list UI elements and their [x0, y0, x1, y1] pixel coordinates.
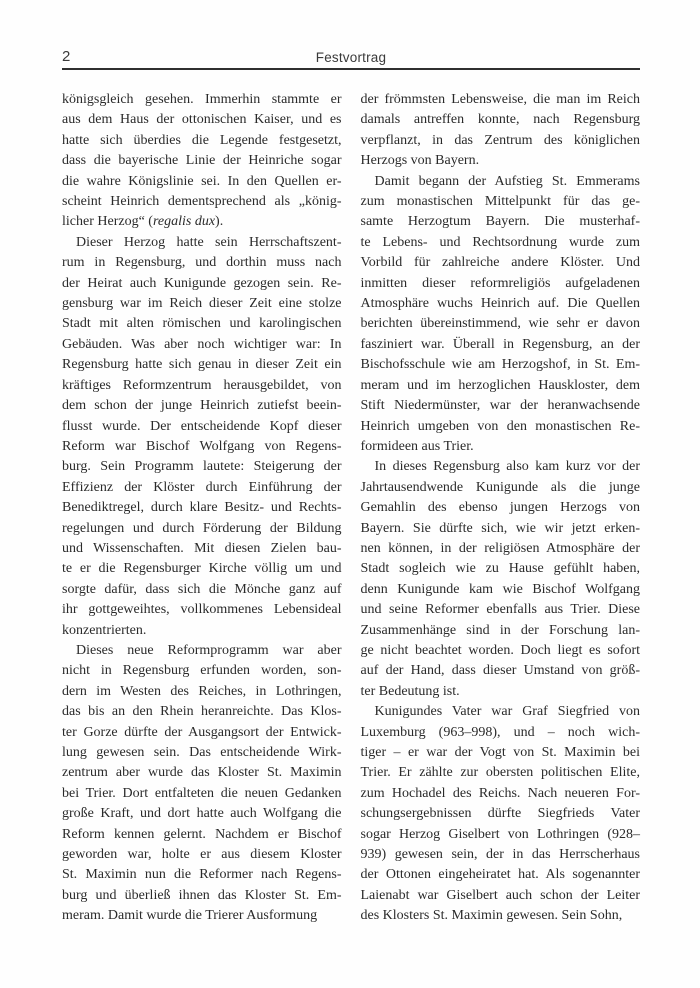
text-line: ihr gottgeweihtes, vollkommenes Lebensideal: [62, 602, 342, 618]
text-line: St. Maximin nun die Reformer nach Regens-: [62, 867, 342, 883]
paragraph: [361, 90, 641, 172]
text-column-right: [361, 90, 641, 927]
text-line: nen können, in der religiösen Atmosphäre der: [360, 540, 640, 556]
text-line: Regensburg hatte sich genau in dieser Zeit ein: [62, 357, 342, 373]
text-line: zum Hochadel des Reichs. Nach neueren For-: [360, 785, 640, 801]
text-line: Kunigundes Vater war Graf Siegfried von: [374, 704, 640, 720]
text-line: Gemahlin des ebenso jungen Herzogs von: [360, 500, 640, 516]
paragraph: [62, 641, 342, 927]
text-line: aus dem Haus der ottonischen Kaiser, und es: [62, 112, 342, 128]
text-line: ge nicht beachtet worden. Doch liegt es sofort: [360, 642, 640, 658]
text-line: Atmosphäre wuchs Heinrich auf. Die Quellen: [360, 296, 640, 312]
text-line: und Wissenschaften. Mit diesen Zielen bau-: [62, 540, 342, 556]
text-line: ter Bedeutung ist.: [360, 683, 460, 699]
text-line: fasziniert war. Überall in Regensburg, an der: [360, 336, 640, 352]
text-line: Stadt sogleich wie zu Hause gefühlt haben,: [360, 561, 640, 577]
text-line: und seine Reformer ebenfalls aus Trier. Diese: [360, 602, 640, 618]
running-head-title: Festvortrag: [315, 50, 387, 65]
text-line: Heinrich umgeben von den monastischen Re-: [360, 418, 640, 434]
text-line: bei Trier. Dort entfalteten die neuen Gedanken: [62, 785, 342, 801]
text-line: Gebäuden. Was aber noch wichtiger war: In: [62, 336, 342, 352]
text-line: Dieses neue Reformprogramm war aber: [76, 642, 342, 658]
text-line: Bischofsschule wie am Herzogshof, in St. Em-: [360, 357, 640, 373]
text-line: die wahre Königslinie sei. In den Quellen er-: [62, 173, 342, 189]
page-number: 2: [62, 48, 71, 65]
text-line: des Klosters St. Maximin gewesen. Sein Sohn,: [360, 908, 623, 924]
text-line: nicht in Regensburg erfunden worden, son-: [62, 663, 342, 679]
text-line: zentrum aber wurde das Kloster St. Maximin: [62, 765, 342, 781]
text-columns: [62, 90, 640, 927]
text-line: auf der Hand, dass dieser Umstand von größ-: [360, 663, 640, 679]
text-line: der Ottonen eingeheiratet hat. Als sogenannter: [360, 867, 640, 883]
text-line: das bis an den Rhein heranreichte. Das Klos-: [62, 704, 342, 720]
text-line: Dieser Herzog hatte sein Herrschaftszent-: [76, 234, 342, 250]
text-line: berichten übereinstimmend, wie sehr er davon: [360, 316, 640, 332]
text-line: formideen aus Trier.: [360, 438, 474, 454]
text-line: große Kraft, und dort hatte auch Wolfgang die: [62, 806, 342, 822]
text-line: Reform war Bischof Wolfgang von Regens-: [62, 438, 342, 454]
text-line: Vorbild für zahlreiche andere Klöster. Und: [360, 255, 640, 271]
text-line: geworden war, holte er aus diesem Kloster: [62, 847, 342, 863]
text-line: sorgte dafür, dass sich die Mönche ganz auf: [62, 581, 342, 597]
text-column-left: [62, 90, 342, 927]
text-line: gensburg war im Reich dieser Zeit eine stolze: [62, 296, 342, 312]
paragraph: [62, 90, 342, 233]
text-line: Benediktregel, durch klare Besitz- und Rechts-: [62, 500, 342, 516]
text-line: Reform kennen gelernt. Nachdem er Bischof: [62, 826, 342, 842]
text-line: kräftiges Reformzentrum herausgebildet, von: [62, 377, 342, 393]
text-line: scheint Heinrich dementsprechend als „könig-: [62, 194, 342, 210]
text-line: meram und im herzoglichen Hauskloster, dem: [360, 377, 640, 393]
text-line: lung gewesen sein. Das entscheidende Wirk-: [62, 745, 342, 760]
text-line: te Lebens- und Rechtsordnung wurde zum: [360, 234, 640, 250]
text-line: konzentrierten.: [62, 622, 147, 638]
text-line: damals antreffen konnte, nach Regensburg: [360, 112, 640, 128]
text-line: inmitten dieser reformreligiös aufgeladenen: [360, 275, 640, 291]
text-line: der frömmsten Lebensweise, die man im Reich: [360, 92, 640, 107]
text-line: Stift Niedermünster, war der heranwachsende: [360, 398, 640, 414]
text-line: Effizienz der Klöster durch Einführung der: [62, 479, 342, 495]
text-line: 939) gewesen sein, der in das Herrscherhaus: [360, 847, 640, 863]
text-line: meram. Damit wurde die Trierer Ausformung: [62, 908, 318, 924]
text-line: denn Kunigunde kam wie Bischof Wolfgang: [360, 581, 640, 597]
paragraph: [361, 172, 641, 458]
text-line: tiger – er war der Vogt von St. Maximin bei: [360, 745, 640, 760]
text-line: rum in Regensburg, und dorthin muss nach: [62, 255, 342, 271]
header-rule: [62, 68, 640, 70]
text-line: regelungen und durch Förderung der Bildung: [62, 520, 342, 536]
text-line: Bayern. Sie dürfte sich, wie wir jetzt erken-: [360, 520, 640, 536]
text-line: dem schon der junge Heinrich zutiefst beein-: [62, 398, 342, 414]
text-line: hatte sich überdies die Legende festgesetzt,: [62, 132, 342, 148]
text-line: Stadt mit alten römischen und karolingischen: [62, 316, 342, 332]
text-line: sogar Herzog Giselbert von Lothringen (928–: [360, 826, 640, 842]
text-line: In dieses Regensburg also kam kurz vor der: [374, 459, 640, 475]
text-line: zum monastischen Mittelpunkt für das ge-: [360, 194, 640, 210]
paragraph: [361, 457, 641, 702]
text-line: Damit begann der Aufstieg St. Emmerams: [374, 173, 640, 189]
text-line: Luxemburg (963–998), und – noch wich-: [360, 724, 640, 740]
text-line: Trier. Er zählte zur obersten politischen Elite,: [360, 765, 640, 781]
text-line: samte Herzogtum Bayern. Die musterhaf-: [360, 214, 640, 230]
text-line: dern im Westen des Reiches, in Lothringen,: [62, 683, 342, 699]
text-line: Laienabt war Giselbert auch schon der Leiter: [360, 887, 640, 903]
text-line: schungsergebnissen dürfte Siegfrieds Vater: [360, 806, 640, 822]
running-header: [62, 48, 640, 66]
text-line: königsgleich gesehen. Immerhin stammte er: [62, 92, 342, 107]
text-line: Herzogs von Bayern.: [360, 153, 480, 169]
text-line: licher Herzog“ (regalis dux).: [62, 214, 224, 230]
text-line: verpflanzt, in das Zentrum des königlichen: [360, 132, 640, 148]
text-line: burg und überließ ihnen das Kloster St. Em-: [62, 887, 342, 903]
text-line: Zusammenhänge sind in der Forschung lan-: [360, 622, 640, 638]
text-line: Jahrtausendwende Kunigunde als die junge: [360, 479, 640, 495]
text-line: te er die Regensburger Kirche völlig um und: [62, 561, 342, 577]
text-line: burg. Sein Programm lautete: Steigerung der: [62, 459, 342, 475]
text-line: dass die bayerische Linie der Heinriche sogar: [62, 153, 342, 169]
text-line: flusst wurde. Der entscheidende Kopf dieser: [62, 418, 342, 434]
text-line: ter Gorze dürfte der Ausgangsort der Entwick-: [62, 724, 342, 740]
paragraph: [62, 233, 342, 641]
text-line: der Heirat auch Kunigunde gezogen sein. Re-: [62, 275, 342, 291]
paragraph: [361, 702, 641, 926]
